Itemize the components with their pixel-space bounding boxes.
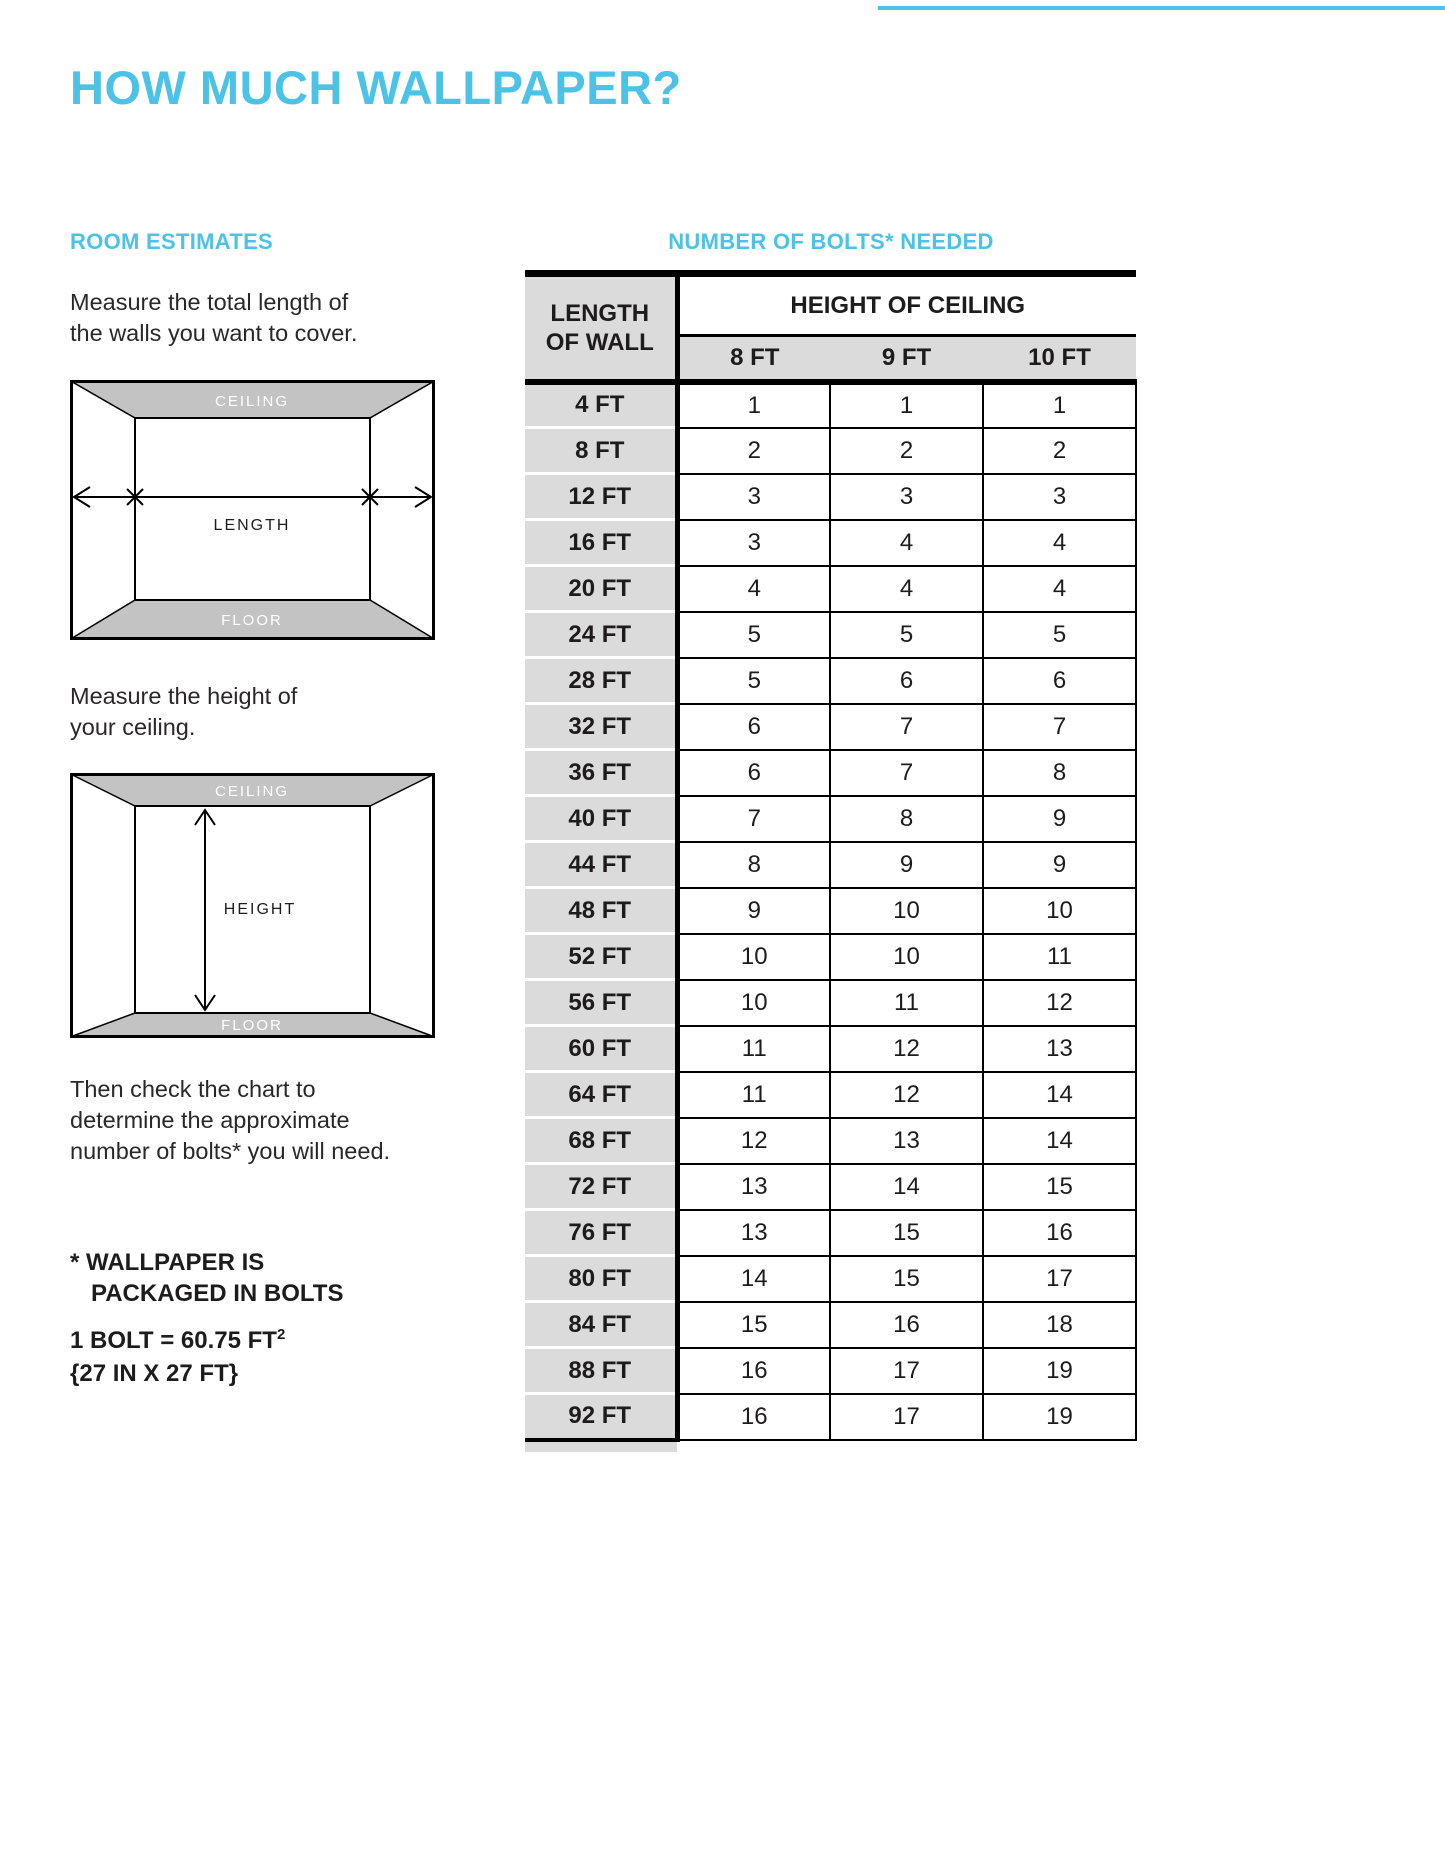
bolt-count-cell: 7: [983, 704, 1136, 750]
bolt-count-cell: 16: [983, 1210, 1136, 1256]
bolts-table-row: [525, 474, 1136, 520]
bolt-count-cell: 2: [677, 428, 830, 474]
wall-length-cell: 28 FT: [525, 658, 677, 704]
bolt-count-cell: 10: [830, 934, 983, 980]
bolt-count-cell: 9: [983, 796, 1136, 842]
wall-length-cell: 64 FT: [525, 1072, 677, 1118]
bolt-count-cell: 9: [830, 842, 983, 888]
floor-label: FLOOR: [221, 1017, 283, 1034]
footnote-line1: * WALLPAPER IS: [70, 1249, 265, 1276]
bolt-count-cell: 16: [677, 1348, 830, 1394]
bolt-count-cell: 15: [983, 1164, 1136, 1210]
bolt-count-cell: 19: [983, 1348, 1136, 1394]
bolt-count-cell: 15: [830, 1256, 983, 1302]
bolts-needed-heading: NUMBER OF BOLTS* NEEDED: [668, 229, 994, 254]
bolt-count-cell: 16: [677, 1394, 830, 1440]
room-estimates-heading: ROOM ESTIMATES: [70, 229, 274, 254]
wall-length-cell: 24 FT: [525, 612, 677, 658]
bolt-count-cell: 11: [677, 1072, 830, 1118]
bolt-count-cell: 17: [830, 1348, 983, 1394]
ceiling-9ft-header: 9 FT: [830, 336, 983, 382]
height-label: HEIGHT: [223, 901, 297, 918]
ceiling-label: CEILING: [214, 783, 290, 800]
wall-length-cell: 4 FT: [525, 382, 677, 428]
wall-length-cell: 44 FT: [525, 842, 677, 888]
bolts-table-row: [525, 1394, 1136, 1440]
ceiling-8ft-header: 8 FT: [677, 336, 830, 382]
bolts-table-row: [525, 1348, 1136, 1394]
bolts-table-row: [525, 1302, 1136, 1348]
bolt-count-cell: 14: [983, 1118, 1136, 1164]
bolt-count-cell: 4: [983, 520, 1136, 566]
bolts-table-row: [525, 1072, 1136, 1118]
bolt-count-cell: 3: [830, 474, 983, 520]
bolt-count-cell: 17: [983, 1256, 1136, 1302]
wall-length-cell: 60 FT: [525, 1026, 677, 1072]
bolt-count-cell: 6: [983, 658, 1136, 704]
bolt-count-cell: 13: [677, 1164, 830, 1210]
bolt-count-cell: 6: [677, 750, 830, 796]
bolts-table-row: [525, 888, 1136, 934]
wall-length-cell: 36 FT: [525, 750, 677, 796]
bolt-count-cell: 5: [983, 612, 1136, 658]
bolt-count-cell: 7: [677, 796, 830, 842]
bolt-count-cell: 1: [677, 382, 830, 428]
bolt-count-cell: 13: [830, 1118, 983, 1164]
bolt-equation: [70, 1326, 285, 1355]
back-wall: [135, 418, 370, 600]
bolt-count-cell: 9: [677, 888, 830, 934]
bolt-count-cell: 4: [830, 520, 983, 566]
length-column-stub: [525, 1440, 677, 1452]
bolt-count-cell: 11: [677, 1026, 830, 1072]
page-title: HOW MUCH WALLPAPER?: [70, 61, 682, 114]
bolts-table-body: [525, 382, 1136, 1452]
bolt-count-cell: 16: [830, 1302, 983, 1348]
wall-length-cell: 68 FT: [525, 1118, 677, 1164]
wall-length-cell: 76 FT: [525, 1210, 677, 1256]
bolt-count-cell: 3: [677, 474, 830, 520]
bolt-count-cell: 1: [830, 382, 983, 428]
bolts-table: [525, 270, 1137, 1452]
bolts-table-row: [525, 382, 1136, 428]
bolt-count-cell: 14: [830, 1164, 983, 1210]
bolt-count-cell: 15: [830, 1210, 983, 1256]
bolt-count-cell: 3: [983, 474, 1136, 520]
bolts-table-row: [525, 704, 1136, 750]
bolt-count-cell: 12: [830, 1026, 983, 1072]
bolt-count-cell: 2: [983, 428, 1136, 474]
ceiling-label: CEILING: [214, 393, 290, 410]
bolts-table-row: [525, 796, 1136, 842]
wall-length-cell: 12 FT: [525, 474, 677, 520]
wall-length-cell: 52 FT: [525, 934, 677, 980]
bolt-equation-text: 1 BOLT = 60.75 FT: [70, 1327, 277, 1354]
bolts-table-row: [525, 566, 1136, 612]
room-height-diagram: [70, 773, 435, 1038]
bolt-equation-exponent: 2: [276, 1326, 286, 1343]
bolt-count-cell: 13: [677, 1210, 830, 1256]
bolts-table-row: [525, 1210, 1136, 1256]
bolt-count-cell: 10: [677, 934, 830, 980]
bolt-count-cell: 14: [983, 1072, 1136, 1118]
bolts-table-row: [525, 842, 1136, 888]
bolts-table-row: [525, 520, 1136, 566]
bolt-count-cell: 10: [983, 888, 1136, 934]
wall-length-cell: 92 FT: [525, 1394, 677, 1440]
bolt-count-cell: 3: [677, 520, 830, 566]
stub-spacer: [677, 1440, 1136, 1452]
bolt-count-cell: 12: [983, 980, 1136, 1026]
wall-length-cell: 40 FT: [525, 796, 677, 842]
bolts-table-row: [525, 1118, 1136, 1164]
bolt-count-cell: 12: [677, 1118, 830, 1164]
ceiling-10ft-header: 10 FT: [983, 336, 1136, 382]
bolt-count-cell: 18: [983, 1302, 1136, 1348]
wall-length-cell: 72 FT: [525, 1164, 677, 1210]
measure-length-instruction: Measure the total length of the walls you want to cover.: [70, 289, 358, 346]
bolt-dimensions: {27 IN X 27 FT}: [70, 1360, 239, 1387]
table-header-row-1: [525, 274, 1136, 336]
bolt-count-cell: 5: [830, 612, 983, 658]
bolt-count-cell: 4: [983, 566, 1136, 612]
measure-height-instruction: Measure the height of your ceiling.: [70, 683, 298, 740]
wall-length-cell: 16 FT: [525, 520, 677, 566]
bolts-table-row: [525, 658, 1136, 704]
bolt-count-cell: 2: [830, 428, 983, 474]
bolt-count-cell: 13: [983, 1026, 1136, 1072]
bolt-count-cell: 10: [677, 980, 830, 1026]
wall-length-cell: 80 FT: [525, 1256, 677, 1302]
bolt-count-cell: 8: [677, 842, 830, 888]
height-of-ceiling-header: HEIGHT OF CEILING: [677, 274, 1136, 336]
wall-length-cell: 48 FT: [525, 888, 677, 934]
wall-length-cell: 84 FT: [525, 1302, 677, 1348]
bolt-count-cell: 5: [677, 612, 830, 658]
bolt-count-cell: 11: [830, 980, 983, 1026]
bolts-footnote: [70, 1247, 343, 1309]
bolt-count-cell: 1: [983, 382, 1136, 428]
length-label: LENGTH: [213, 517, 291, 534]
bolt-count-cell: 4: [830, 566, 983, 612]
bolt-count-cell: 4: [677, 566, 830, 612]
wall-length-cell: 88 FT: [525, 1348, 677, 1394]
bolts-table-row: [525, 1026, 1136, 1072]
bolts-table-row: [525, 1164, 1136, 1210]
bolt-count-cell: 8: [830, 796, 983, 842]
bolt-count-cell: 9: [983, 842, 1136, 888]
bolt-count-cell: 19: [983, 1394, 1136, 1440]
footnote-line2: PACKAGED IN BOLTS: [91, 1280, 344, 1307]
bolts-table-row: [525, 934, 1136, 980]
bolt-count-cell: 6: [830, 658, 983, 704]
wall-length-cell: 56 FT: [525, 980, 677, 1026]
bolt-count-cell: 6: [677, 704, 830, 750]
wall-length-cell: 8 FT: [525, 428, 677, 474]
bolts-table-wrap: [525, 270, 1137, 1452]
bolts-table-row: [525, 428, 1136, 474]
bolts-table-row: [525, 980, 1136, 1026]
bolt-count-cell: 11: [983, 934, 1136, 980]
bolt-count-cell: 14: [677, 1256, 830, 1302]
bolt-count-cell: 10: [830, 888, 983, 934]
bolt-count-cell: 7: [830, 704, 983, 750]
room-length-diagram: [70, 380, 435, 640]
bolt-count-cell: 5: [677, 658, 830, 704]
bolt-count-cell: 15: [677, 1302, 830, 1348]
bolts-table-row: [525, 1256, 1136, 1302]
bolts-table-row: [525, 750, 1136, 796]
bolt-count-cell: 12: [830, 1072, 983, 1118]
wall-length-cell: 32 FT: [525, 704, 677, 750]
length-header-line2: OF WALL: [545, 328, 654, 356]
check-chart-instruction: Then check the chart to determine the approximate number of bolts* you will need.: [70, 1076, 391, 1164]
top-rule: [878, 6, 1445, 10]
floor-label: FLOOR: [221, 612, 283, 629]
table-bottom-stub: [525, 1440, 1136, 1452]
length-of-wall-header: [525, 274, 677, 382]
bolts-table-row: [525, 612, 1136, 658]
bolt-count-cell: 17: [830, 1394, 983, 1440]
length-header-line1: LENGTH: [550, 299, 650, 327]
bolt-count-cell: 8: [983, 750, 1136, 796]
bolt-count-cell: 7: [830, 750, 983, 796]
wall-length-cell: 20 FT: [525, 566, 677, 612]
